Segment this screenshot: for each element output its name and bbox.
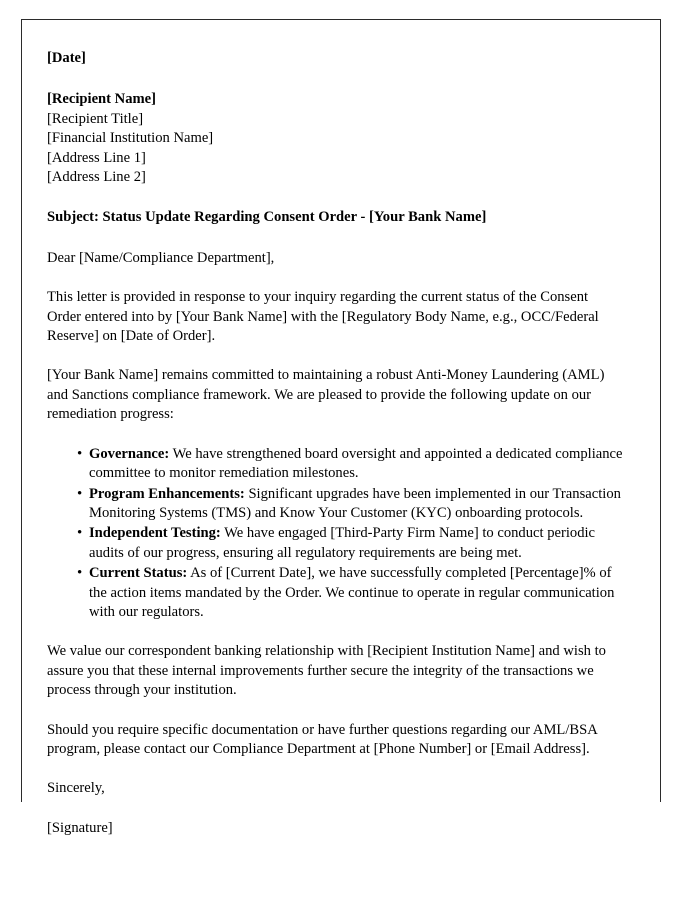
body-paragraph-4: Should you require specific documentation or have further questions regarding our AML/BSA program, please contact our Compliance Department at [Phone Number] or [Email Address]. (47, 721, 597, 757)
date-placeholder: [Date] (47, 50, 86, 66)
list-item-text: Significant upgrades have been implemented in our Transaction Monitoring Systems (TMS) and Know Your Customer (KYC) onboarding protocols. (89, 485, 621, 521)
salutation: Dear [Name/Compliance Department], (47, 249, 275, 266)
bullet-icon: • (77, 485, 83, 502)
recipient-name: [Recipient Name] (47, 91, 157, 108)
recipient-address-block (47, 90, 625, 187)
recipient-title: [Recipient Title] (47, 110, 144, 127)
bullet-icon: • (77, 565, 83, 582)
recipient-institution: [Financial Institution Name] (47, 130, 214, 147)
bullet-icon: • (77, 445, 83, 462)
signature-placeholder: [Signature] (47, 819, 113, 836)
list-item-text: We have engaged [Third-Party Firm Name] to conduct periodic audits of our progress, ensuring all regulatory requirements are being met. (89, 525, 596, 561)
list-item-lead: Governance: (89, 445, 170, 462)
remediation-bullet-list (47, 445, 625, 623)
letter-body (47, 49, 625, 838)
recipient-address-line-1: [Address Line 1] (47, 149, 146, 166)
list-item-text: We have strengthened board oversight and appointed a dedicated compliance committee to monitor remediation milestones. (89, 445, 623, 482)
letter-page (21, 19, 661, 836)
body-paragraph-2: [Your Bank Name] remains committed to maintaining a robust Anti-Money Laundering (AML) and Sanctions compliance framework. We are pleased to provide the following update on our remediation progress: (47, 367, 605, 423)
list-item-lead: Current Status: (89, 565, 188, 582)
list-item (47, 485, 625, 524)
body-paragraph-3: We value our correspondent banking relationship with [Recipient Institution Name] and wish to assure you that these internal improvements further secure the integrity of the transactions we process through your institution. (47, 643, 606, 699)
list-item-lead: Program Enhancements: (89, 485, 245, 502)
closing-salutation: Sincerely, (47, 780, 105, 797)
list-item-text: As of [Current Date], we have successfully completed [Percentage]% of the action items mandated by the Order. We continue to operate in regular communication with our regulators. (89, 565, 615, 620)
list-item (47, 445, 625, 484)
list-item (47, 524, 625, 563)
bullet-icon: • (77, 525, 83, 542)
body-paragraph-1: This letter is provided in response to your inquiry regarding the current status of the Consent Order entered into by [Your Bank Name] with the [Regulatory Body Name, e.g., OCC/Federal Reserve] on [Date of Order]. (47, 289, 599, 345)
recipient-address-line-2: [Address Line 2] (47, 169, 146, 186)
subject-line: Subject: Status Update Regarding Consent Order - [Your Bank Name] (47, 209, 487, 226)
list-item-lead: Independent Testing: (89, 525, 221, 542)
list-item (47, 564, 625, 622)
